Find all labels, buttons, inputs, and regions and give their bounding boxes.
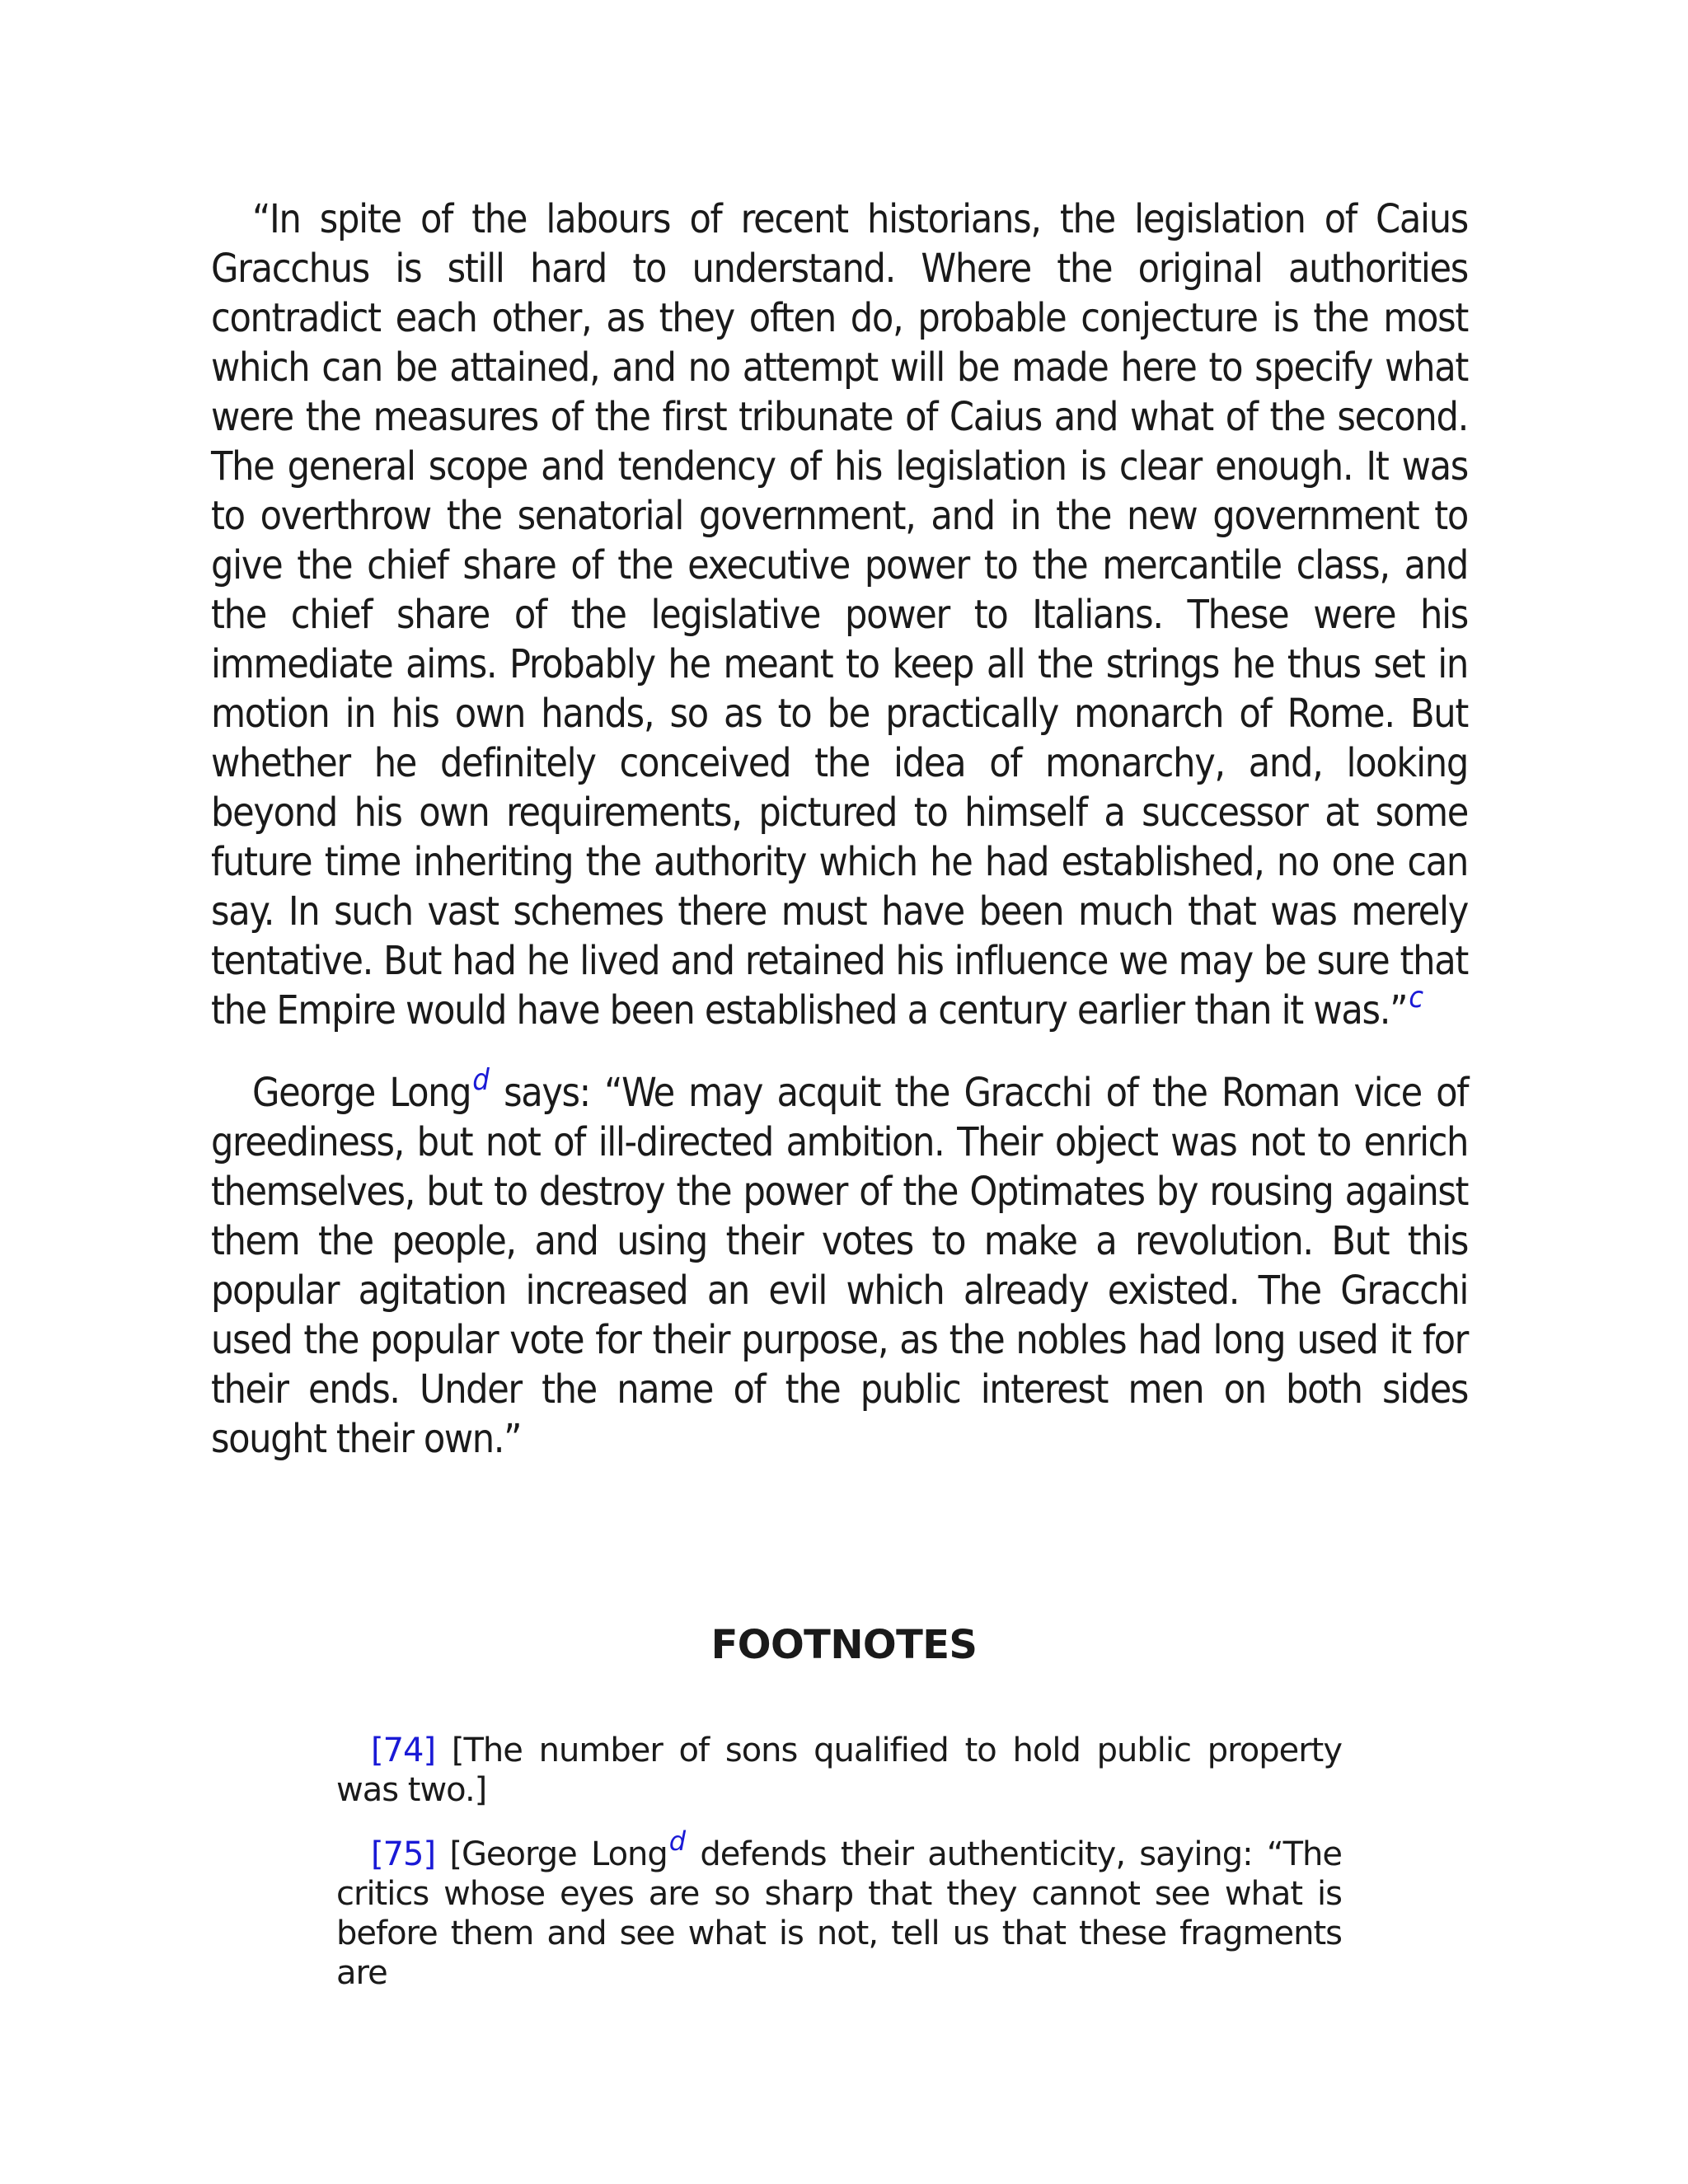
footnotes-heading: FOOTNOTES — [710, 1622, 978, 1668]
footnote-lead-text: [George Long — [435, 1835, 668, 1873]
main-text — [211, 194, 1468, 1464]
body-paragraph — [211, 1063, 1468, 1464]
footnote-reference-link[interactable]: d — [472, 1063, 490, 1097]
footnote-reference-link[interactable]: c — [1409, 981, 1424, 1015]
paragraph-text: “In spite of the labours of recent historians, the legislation of Caius Gracchus is still hard to understand. Where the original authorities contradict each other, as they often do, probable conjecture is the most which can be attained, and no attempt will be made here to specify what were the measures of the first tribunate of Caius and what of the second. The general scope and tendency of his legislation is clear enough. It was to overthrow the senatorial government, and in the new government to give the chief share of the executive power to the mercantile class, and the chief share of the legislative power to Italians. These were his immediate aims. Probably he meant to keep all the strings he thus set in motion in his own hands, so as to be practically monarch of Rome. But whether he definitely conceived the idea of monarchy, and, looking beyond his own requirements, pictured to himself a successor at some future time inheriting the authority which he had established, no one can say. In such vast schemes there must have been much that was merely tentative. But had he lived and retained his influence we may be sure that the Empire would have been established a century earlier than it was.” — [211, 196, 1468, 1033]
footnote-item — [336, 1731, 1342, 1810]
footnote-text: [The number of sons qualified to hold public property was two.] — [336, 1732, 1342, 1809]
footnote-reference-link[interactable]: d — [668, 1825, 687, 1857]
body-paragraph — [211, 194, 1468, 1035]
paragraph-text: says: “We may acquit the Gracchi of the Roman vice of greediness, but not of ill-directed ambition. Their object was not to enrich themselves, but to destroy the power of the Optimates by rousing against them the people, and using their votes to make a revolution. But this popular agitation increased an evil which already existed. The Gracchi used the popular vote for their purpose, as the nobles had long used it for their ends. Under the name of the public interest men on both sides sought their own.” — [211, 1070, 1468, 1462]
footnote-text: defends their authenticity, saying: “The critics whose eyes are so sharp that they cannot see what is before them and see what is not, tell us that these fragments are — [336, 1835, 1342, 1992]
footnote-item — [336, 1825, 1342, 1993]
paragraph-lead-text: George Long — [252, 1070, 471, 1116]
footnote-anchor-link[interactable]: [74] — [371, 1732, 436, 1769]
footnote-anchor-link[interactable]: [75] — [371, 1835, 436, 1873]
footnotes-list — [336, 1731, 1342, 1993]
